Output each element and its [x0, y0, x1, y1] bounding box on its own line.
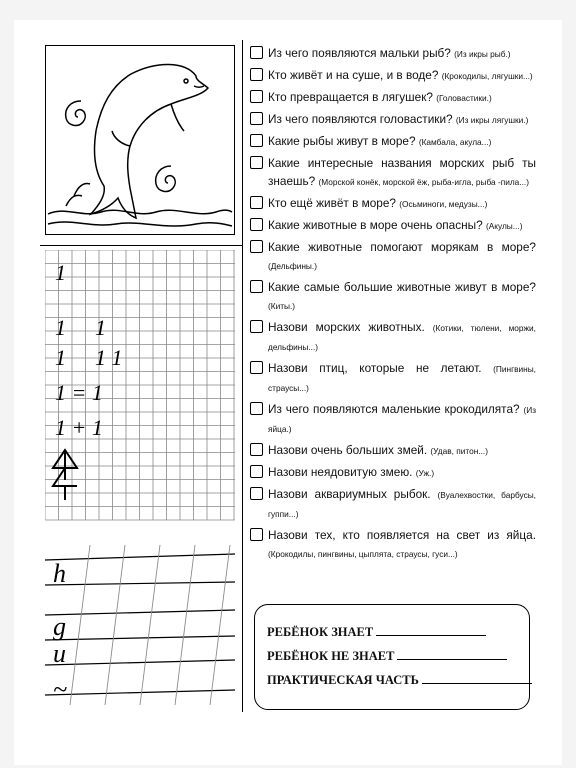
copybook-grid: [45, 250, 235, 530]
question-text-block: [268, 110, 528, 129]
question-item: [250, 132, 536, 151]
question-item: [250, 318, 536, 356]
cursive-drawing: [45, 540, 235, 710]
left-section-divider: [40, 245, 242, 246]
question-text-block: [268, 66, 533, 85]
question-text: Кто живёт и на суше, и в воде?: [268, 68, 439, 82]
question-checkbox[interactable]: [250, 218, 263, 231]
cursive-letter-2: g: [53, 612, 66, 641]
question-item: [250, 238, 536, 275]
answer-hint: (Крокодилы, пингвины, цыплята, страусы, гуси...): [268, 549, 458, 559]
answer-hint: (Киты.): [268, 301, 296, 311]
question-text: Назови птиц, которые не летают.: [268, 361, 482, 375]
copy-row-2: 1: [55, 315, 66, 340]
answer-hint: (Дельфины.): [268, 261, 317, 271]
question-item: [250, 44, 536, 63]
assessment-summary-box: [254, 604, 530, 710]
question-text: Какие интересные названия морских рыб ты знаешь?: [268, 156, 536, 188]
question-checkbox[interactable]: [250, 443, 263, 456]
knows-label: РЕБЁНОК ЗНАЕТ: [267, 625, 374, 639]
answer-hint: (Из икры лягушки.): [455, 115, 529, 125]
copy-row-3b: 1 1: [95, 345, 123, 370]
dolphin-icon: [46, 46, 233, 233]
question-list: [250, 44, 536, 566]
knows-line: [267, 625, 486, 640]
question-checkbox[interactable]: [250, 320, 263, 333]
not-knows-blank[interactable]: [397, 649, 507, 660]
question-text-block: [268, 485, 536, 523]
grid-drawing: [45, 250, 235, 530]
question-checkbox[interactable]: [250, 134, 263, 147]
answer-hint: (Камбала, акула...): [418, 137, 492, 147]
question-text-block: [268, 132, 491, 151]
question-text-block: [268, 441, 488, 460]
question-text: Кто превращается в лягушек?: [268, 90, 433, 104]
question-text-block: [268, 526, 536, 563]
question-item: [250, 485, 536, 523]
question-text-block: [268, 216, 522, 235]
copy-row-4: 1 = 1: [55, 380, 103, 405]
knows-blank[interactable]: [376, 625, 486, 636]
answer-hint: (Вуалехвостки, барбусы, гуппи...): [268, 490, 536, 519]
question-item: [250, 110, 536, 129]
question-checkbox[interactable]: [250, 465, 263, 478]
question-checkbox[interactable]: [250, 112, 263, 125]
question-checkbox[interactable]: [250, 156, 263, 169]
answer-hint: (Осьминоги, медузы...): [399, 199, 488, 209]
question-text-block: [268, 154, 536, 191]
cursive-practice: [45, 540, 235, 710]
answer-hint: (Пингвины, страусы...): [268, 364, 536, 393]
cursive-letter-1: h: [53, 559, 66, 588]
question-text: Назови морских животных.: [268, 320, 425, 334]
question-text-block: [268, 359, 536, 397]
question-text-block: [268, 88, 492, 107]
question-checkbox[interactable]: [250, 240, 263, 253]
question-item: [250, 194, 536, 213]
answer-hint: (Из икры рыб.): [454, 49, 511, 59]
question-text-block: [268, 318, 536, 356]
answer-hint: (Котики, тюлени, моржи, дельфины...): [268, 323, 536, 352]
copy-row-5: 1 + 1: [55, 415, 103, 440]
question-checkbox[interactable]: [250, 90, 263, 103]
cursive-letter-4: ~: [53, 675, 68, 704]
practical-label: ПРАКТИЧЕСКАЯ ЧАСТЬ: [267, 673, 419, 687]
answer-hint: (Головастики.): [436, 93, 492, 103]
answer-hint: (Из яйца.): [268, 405, 536, 434]
copy-row-1: 1: [55, 260, 66, 285]
question-text: Назови неядовитую змею.: [268, 465, 413, 479]
question-checkbox[interactable]: [250, 46, 263, 59]
answer-hint: (Морской конёк, морской ёж, рыба-игла, рыба -пила...): [318, 177, 529, 187]
not-knows-line: [267, 649, 507, 664]
question-text: Назови аквариумных рыбок.: [268, 487, 431, 501]
question-checkbox[interactable]: [250, 528, 263, 541]
cursive-letter-3: u: [53, 639, 66, 668]
question-checkbox[interactable]: [250, 402, 263, 415]
tree-figure: [53, 450, 77, 500]
question-text: Кто ещё живёт в море?: [268, 196, 396, 210]
question-item: [250, 154, 536, 191]
question-item: [250, 526, 536, 563]
question-text: Назови тех, кто появляется на свет из яйца.: [268, 528, 536, 542]
answer-hint: (Уж.): [415, 468, 435, 478]
column-divider: [242, 40, 243, 712]
question-checkbox[interactable]: [250, 280, 263, 293]
question-item: [250, 278, 536, 315]
answer-hint: (Крокодилы, лягушки...): [441, 71, 533, 81]
question-text-block: [268, 400, 536, 438]
question-text: Из чего появляются мальки рыб?: [268, 46, 451, 60]
question-checkbox[interactable]: [250, 68, 263, 81]
question-checkbox[interactable]: [250, 361, 263, 374]
question-text: Какие рыбы живут в море?: [268, 134, 416, 148]
question-item: [250, 441, 536, 460]
answer-hint: (Удав, питон...): [430, 446, 488, 456]
question-checkbox[interactable]: [250, 487, 263, 500]
question-text: Какие животные помогают морякам в море?: [268, 240, 536, 254]
question-text-block: [268, 44, 511, 63]
question-text: Какие животные в море очень опасны?: [268, 218, 483, 232]
question-item: [250, 216, 536, 235]
copy-row-3: 1: [55, 345, 66, 370]
question-item: [250, 400, 536, 438]
practical-blank[interactable]: [422, 673, 532, 684]
question-item: [250, 359, 536, 397]
copy-row-2b: 1: [95, 315, 106, 340]
question-item: [250, 463, 536, 482]
dolphin-picture: [45, 45, 235, 235]
question-text: Какие самые большие животные живут в море?: [268, 280, 536, 294]
question-text: Из чего появляются головастики?: [268, 112, 453, 126]
question-text: Из чего появляются маленькие крокодилята?: [268, 402, 520, 416]
practical-line: [267, 673, 532, 688]
question-text-block: [268, 238, 536, 275]
question-text-block: [268, 463, 434, 482]
question-item: [250, 88, 536, 107]
question-text: Назови очень больших змей.: [268, 443, 428, 457]
question-item: [250, 66, 536, 85]
question-checkbox[interactable]: [250, 196, 263, 209]
not-knows-label: РЕБЁНОК НЕ ЗНАЕТ: [267, 649, 395, 663]
answer-hint: (Акулы...): [485, 221, 523, 231]
question-text-block: [268, 194, 487, 213]
question-text-block: [268, 278, 536, 315]
